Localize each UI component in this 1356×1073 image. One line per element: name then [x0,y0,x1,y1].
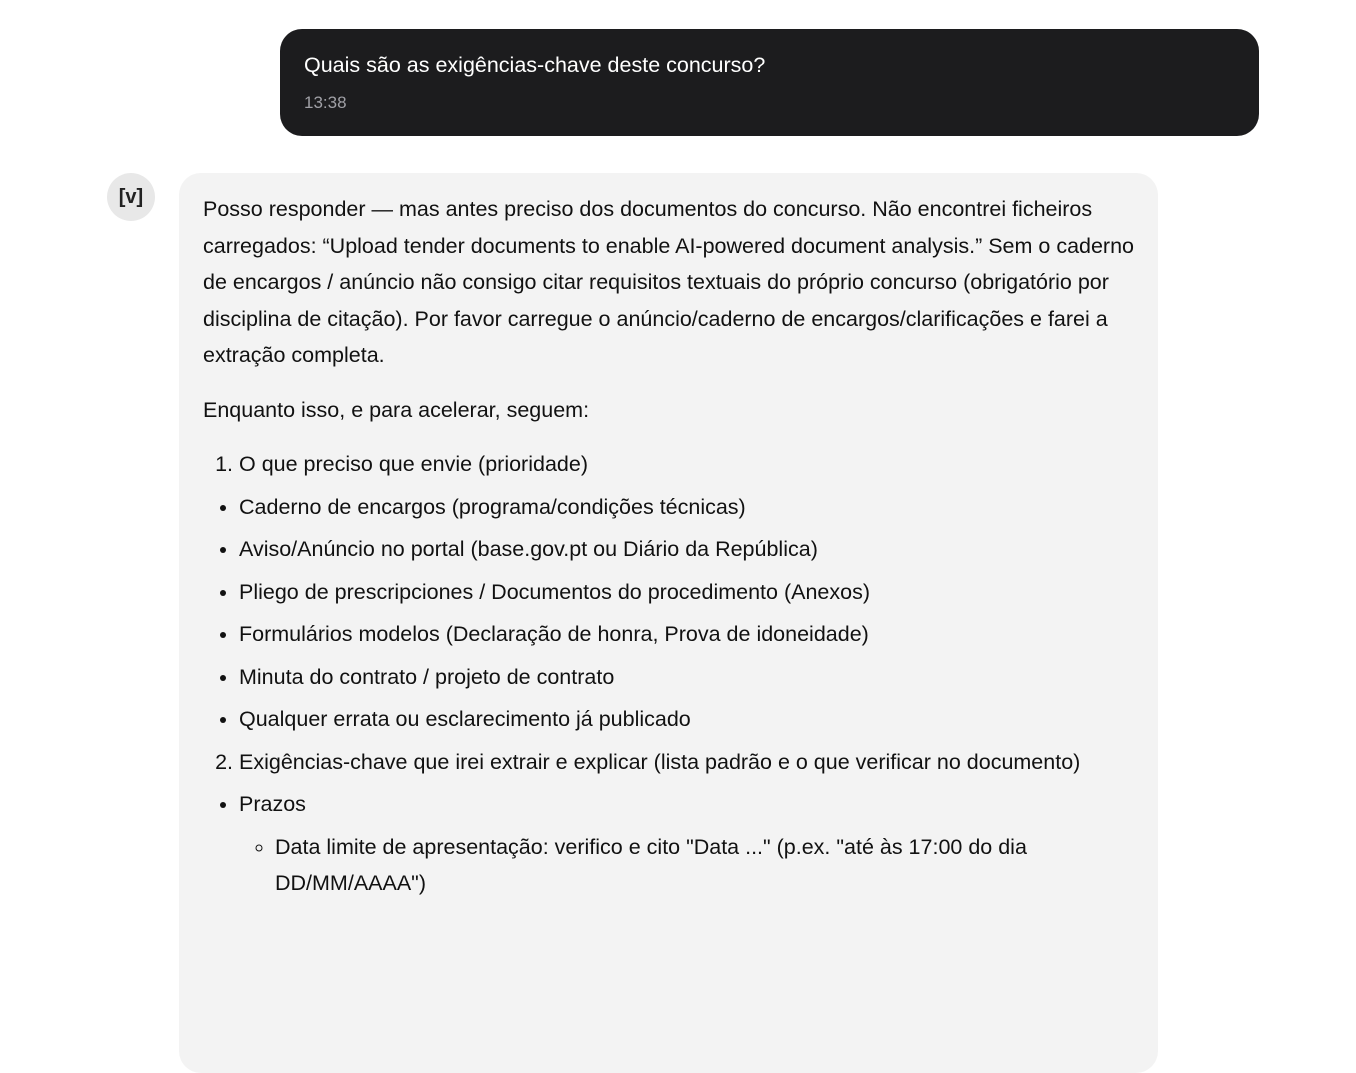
list-item [239,786,1134,902]
deadlines-sublist [239,829,1134,902]
section-key-requirements: 2. Exigências-chave que irei extrair e explicar (lista padrão e o que verificar no documento) [239,744,1134,781]
list-item: ◦ Data limite de apresentação: verifico e cito "Data ..." (p.ex. "até às 17:00 do dia DD/MM/AAAA") [275,829,1134,902]
documents-list [203,489,1134,738]
requirements-list [203,786,1134,902]
numbered-list [203,446,1134,483]
list-item: • Caderno de encargos (programa/condições técnicas) [239,489,1134,526]
assistant-message [179,173,1158,1073]
section-needed-documents: 1. O que preciso que envie (prioridade) [239,446,1134,483]
list-item: • Minuta do contrato / projeto de contrato [239,659,1134,696]
list-item: • Aviso/Anúncio no portal (base.gov.pt ou Diário da República) [239,531,1134,568]
intro-paragraph: Posso responder — mas antes preciso dos documentos do concurso. Não encontrei ficheiros carregados: “Upload tender documents to enable AI-powered document analysis.” Sem o caderno de encargos / anúncio não consigo citar requisitos textuais do próprio concurso (obrigatório por disciplina de citação). Por favor carregue o anúncio/caderno de encargos/clarificações e farei a extração completa. [203,197,1135,367]
meanwhile-paragraph: Enquanto isso, e para acelerar, seguem: [203,397,590,422]
message-timestamp: 13:38 [304,93,347,112]
list-item: • Formulários modelos (Declaração de honra, Prova de idoneidade) [239,616,1134,653]
user-message-text: Quais são as exigências-chave deste concurso? [304,53,766,77]
numbered-list [203,744,1134,781]
topic-deadlines: Prazos [239,792,306,816]
list-item: • Qualquer errata ou esclarecimento já publicado [239,701,1134,738]
user-message [280,29,1259,136]
list-item: • Pliego de prescripciones / Documentos do procedimento (Anexos) [239,574,1134,611]
assistant-avatar: [v] [107,173,155,221]
